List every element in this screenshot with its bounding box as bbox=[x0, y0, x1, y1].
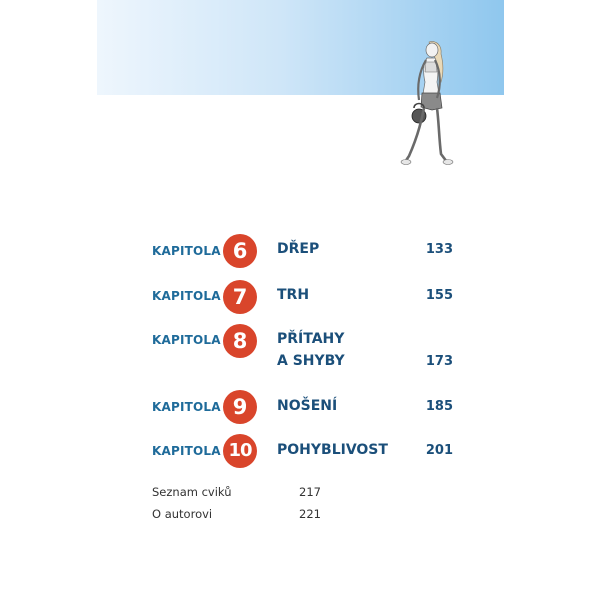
toc-row-chapter-9[interactable] bbox=[97, 389, 504, 429]
chapter-title-line-1: PŘÍTAHY bbox=[277, 331, 345, 347]
chapter-page-number: 173 bbox=[425, 354, 453, 369]
chapter-label: KAPITOLA bbox=[152, 444, 221, 458]
extra-page-number: 217 bbox=[299, 485, 321, 499]
chapter-label: KAPITOLA bbox=[152, 244, 221, 258]
extra-page-number: 221 bbox=[299, 507, 321, 521]
toc-page bbox=[97, 0, 504, 600]
toc-row-chapter-8[interactable] bbox=[97, 322, 504, 378]
chapter-title: NOŠENÍ bbox=[277, 398, 338, 414]
chapter-label: KAPITOLA bbox=[152, 333, 221, 347]
chapter-title: DŘEP bbox=[277, 241, 320, 257]
toc-row-chapter-7[interactable] bbox=[97, 278, 504, 318]
extra-label: Seznam cviků bbox=[152, 485, 232, 499]
chapter-title-line-2: A SHYBY bbox=[277, 353, 345, 369]
chapter-page-number: 133 bbox=[425, 242, 453, 257]
toc-row-chapter-10[interactable] bbox=[97, 433, 504, 473]
extra-label: O autorovi bbox=[152, 507, 213, 521]
woman-kettlebell-illustration bbox=[399, 38, 457, 168]
chapter-page-number: 155 bbox=[425, 288, 453, 303]
toc-row-about-author[interactable] bbox=[152, 507, 321, 525]
chapter-page-number: 185 bbox=[425, 399, 453, 414]
chapter-number-badge: 9 bbox=[223, 390, 257, 424]
chapter-number-badge: 10 bbox=[223, 434, 257, 468]
chapter-title: TRH bbox=[277, 287, 310, 303]
chapter-page-number: 201 bbox=[425, 443, 453, 458]
chapter-label: KAPITOLA bbox=[152, 289, 221, 303]
toc-row-exercise-list[interactable] bbox=[152, 485, 321, 503]
chapter-number-badge: 7 bbox=[223, 280, 257, 314]
chapter-label: KAPITOLA bbox=[152, 400, 221, 414]
chapter-number-badge: 8 bbox=[223, 324, 257, 358]
chapter-title: POHYBLIVOST bbox=[277, 442, 388, 458]
chapter-number-badge: 6 bbox=[223, 234, 257, 268]
toc-row-chapter-6[interactable] bbox=[97, 232, 504, 272]
